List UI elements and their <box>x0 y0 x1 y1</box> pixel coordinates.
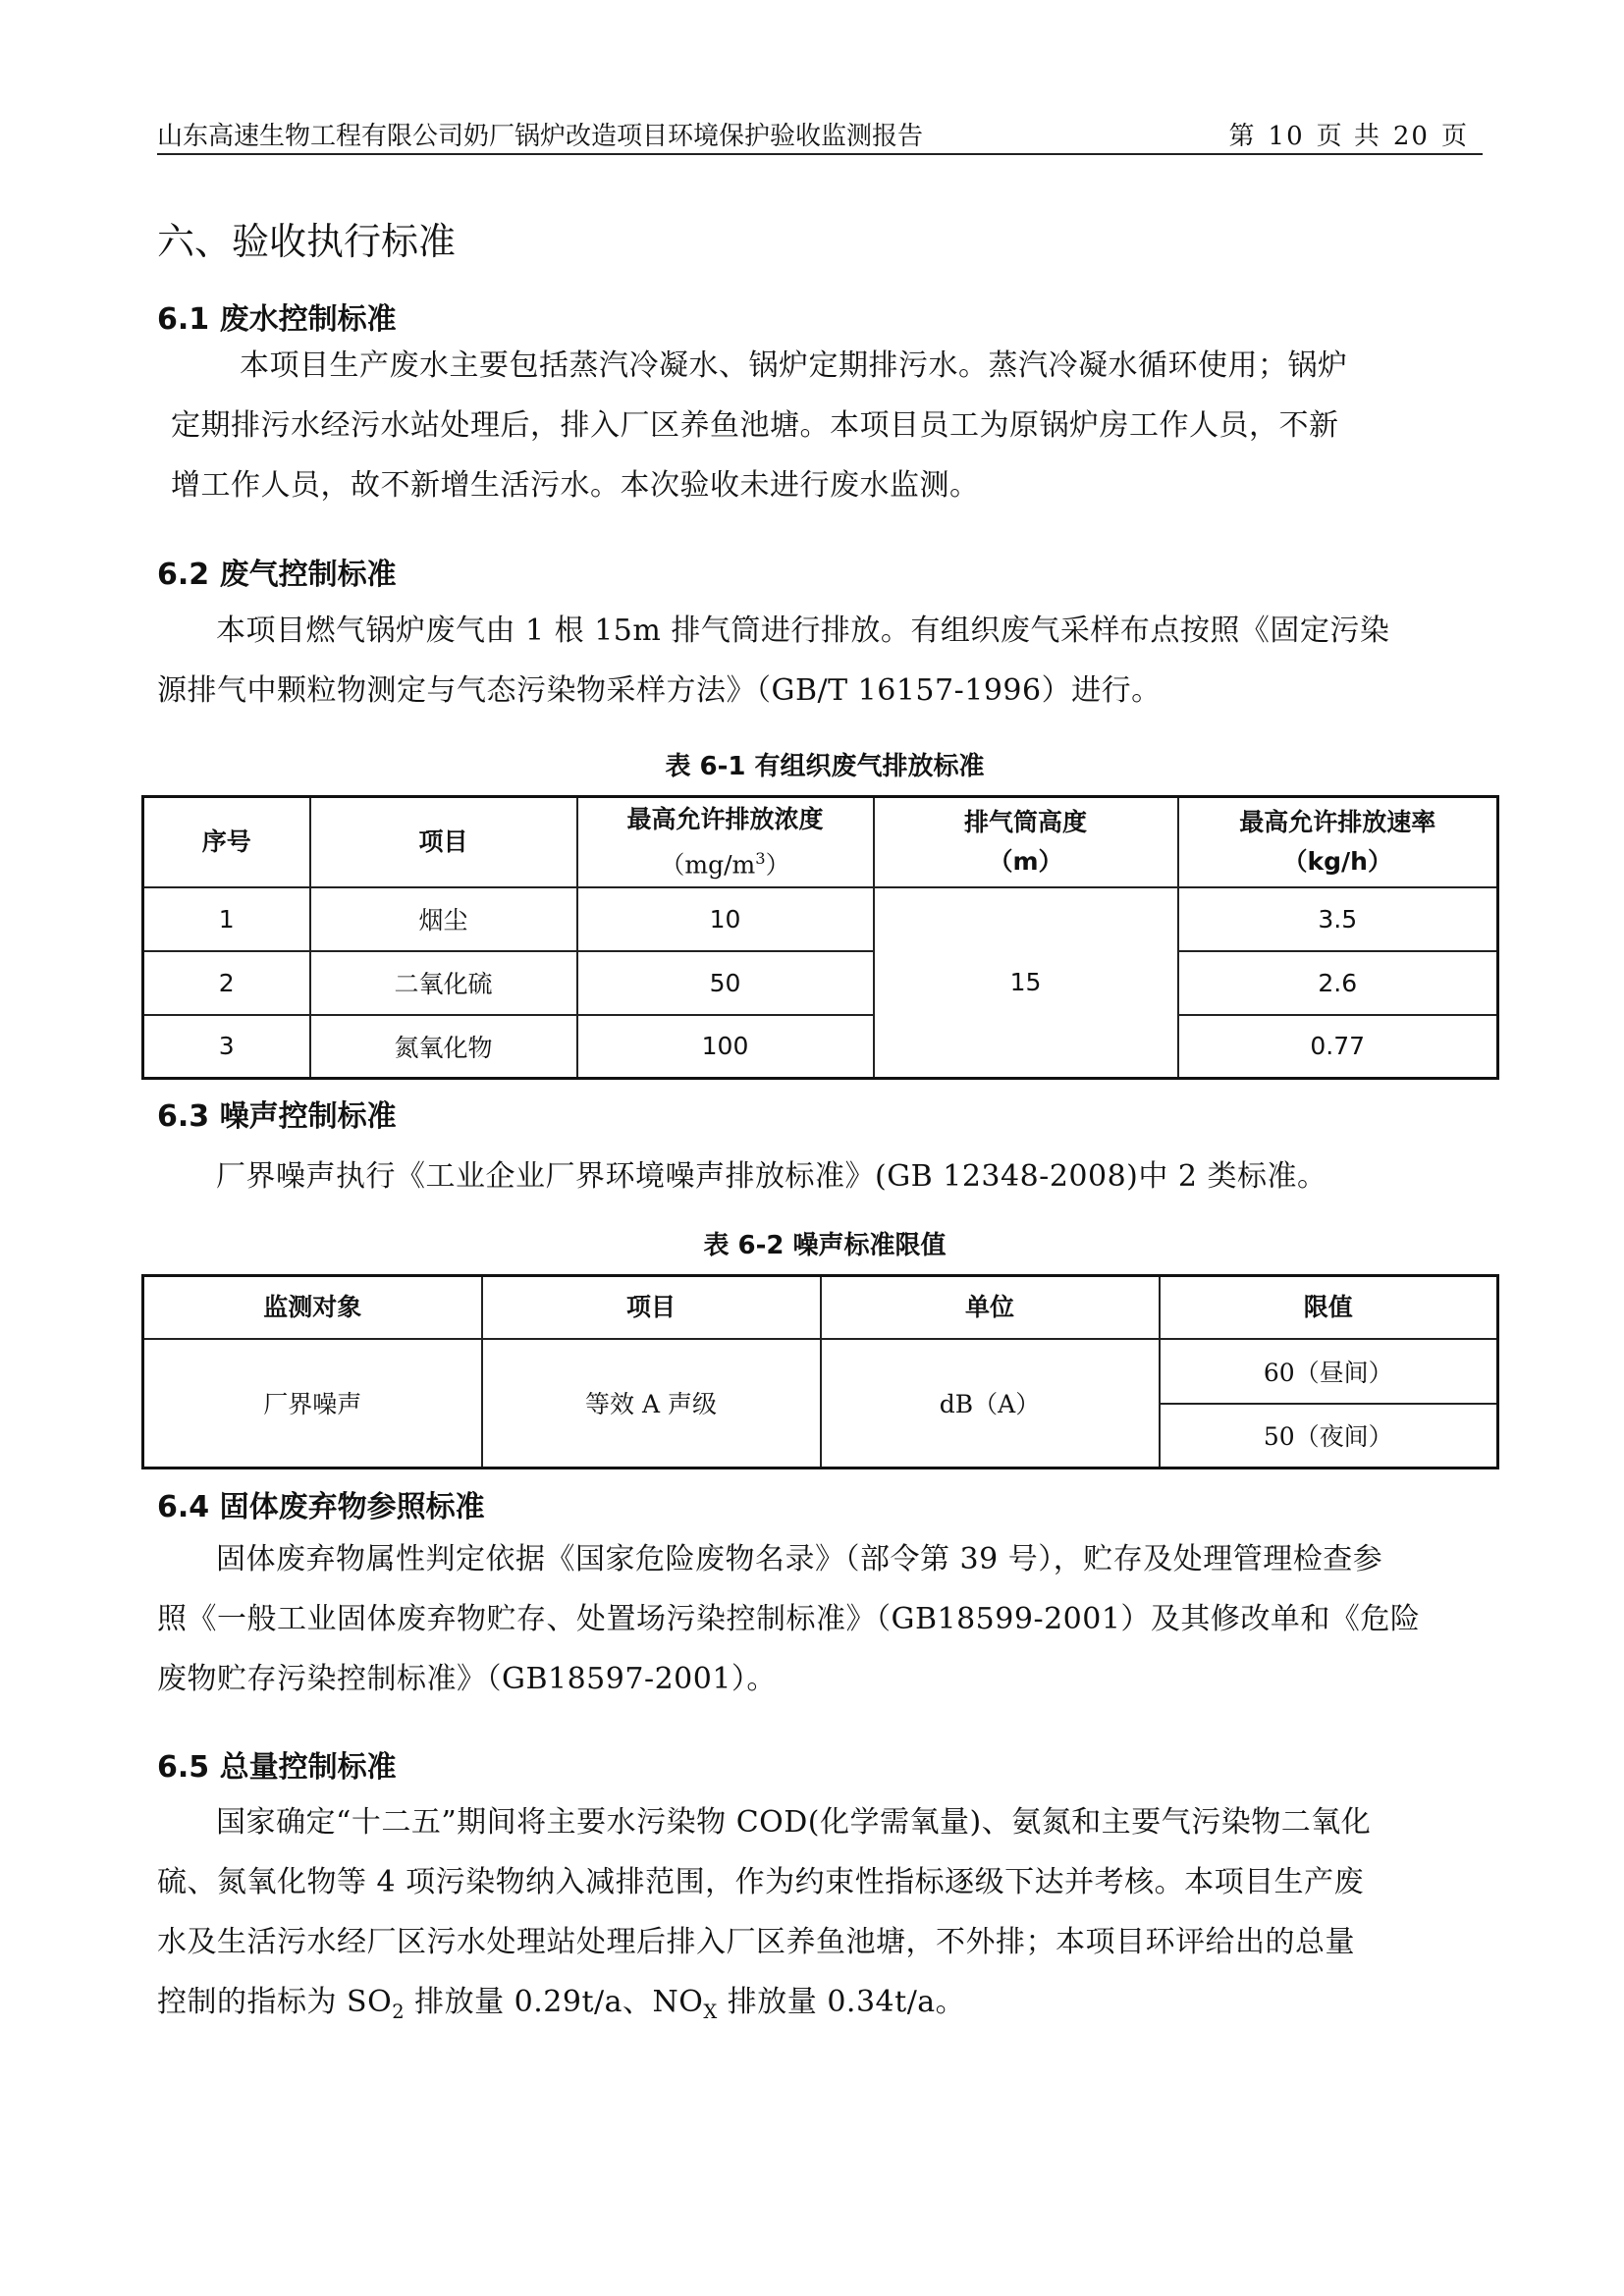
table-caption: 表 6-1 有组织废气排放标准 <box>665 752 985 781</box>
column-header: 监测对象 <box>143 1276 482 1339</box>
cell-item: 烟尘 <box>310 887 577 951</box>
cell-unit: dB（A） <box>821 1339 1160 1468</box>
cell-limit-night: 50（夜间） <box>1160 1404 1498 1468</box>
paragraph-line: 硫、氮氧化物等 4 项污染物纳入减排范围，作为约束性指标逐级下达并考核。本项目生产废 <box>157 1865 1365 1899</box>
cell-item: 二氧化硫 <box>310 951 577 1015</box>
cell-object: 厂界噪声 <box>143 1339 482 1468</box>
table-header-row <box>143 1276 1498 1339</box>
noise-limit-table <box>141 1274 1499 1469</box>
paragraph-line: 国家确定“十二五”期间将主要水污染物 COD(化学需氧量)、氨氮和主要气污染物二氧化 <box>216 1805 1372 1840</box>
emission-standard-table <box>141 795 1499 1080</box>
cell-conc: 10 <box>577 887 874 951</box>
table-header-row <box>143 797 1498 887</box>
paragraph-line: 本项目燃气锅炉废气由 1 根 15m 排气筒进行排放。有组织废气采样布点按照《固定污染 <box>216 614 1390 648</box>
subsection-title: 6.2 废气控制标准 <box>157 558 397 592</box>
page-total: 20 <box>1392 122 1430 151</box>
paragraph-line: 照《一般工业固体废弃物贮存、处置场污染控制标准》（GB18599-2001）及其修改单和《危险 <box>157 1602 1421 1636</box>
cell-rate: 0.77 <box>1178 1015 1498 1079</box>
subsection-title: 6.3 噪声控制标准 <box>157 1099 397 1134</box>
cell-limit-day: 60（昼间） <box>1160 1339 1498 1404</box>
cell-item: 等效 A 声级 <box>482 1339 821 1468</box>
section-6-1 <box>157 294 1492 338</box>
cell-rate: 3.5 <box>1178 887 1498 951</box>
section-6-4-body <box>157 1529 1492 1709</box>
page-indicator: 第 10 页 共 20 页 <box>1228 122 1469 151</box>
section-6-5-body <box>157 1792 1492 2042</box>
paragraph-line: 源排气中颗粒物测定与气态污染物采样方法》（GB/T 16157-1996）进行。 <box>157 673 1162 708</box>
cell-no: 3 <box>143 1015 310 1079</box>
section-6-1-body <box>157 336 1492 515</box>
section-6-4 <box>157 1482 1492 1525</box>
section-6-2-body <box>157 601 1492 721</box>
table-row <box>143 951 1498 1015</box>
section-6-3-body <box>157 1147 1492 1206</box>
paragraph-line: 控制的指标为 $SO_2$ 排放量 0.29t/a、$NO_X$ 排放量 0.34t/a。 <box>157 1985 966 2023</box>
column-header: 项目 <box>482 1276 821 1339</box>
subsection-title: 6.5 总量控制标准 <box>157 1750 397 1785</box>
column-header: 最高允许排放速率 （kg/h） <box>1178 797 1498 887</box>
cell-conc: 100 <box>577 1015 874 1079</box>
report-title: 山东高速生物工程有限公司奶厂锅炉改造项目环境保护验收监测报告 <box>157 122 924 151</box>
paragraph-line: 废物贮存污染控制标准》（GB18597-2001）。 <box>157 1662 777 1696</box>
column-header: 单位 <box>821 1276 1160 1339</box>
subsection-title: 6.4 固体废弃物参照标准 <box>157 1490 485 1524</box>
section-6 <box>157 211 1492 265</box>
cell-item: 氮氧化物 <box>310 1015 577 1079</box>
cell-conc: 50 <box>577 951 874 1015</box>
cell-rate: 2.6 <box>1178 951 1498 1015</box>
section-6-3 <box>157 1092 1492 1135</box>
page-number: 10 <box>1268 122 1305 151</box>
paragraph-line: 定期排污水经污水站处理后，排入厂区养鱼池塘。本项目员工为原锅炉房工作人员，不新 <box>171 408 1339 443</box>
column-header: 排气筒高度 （m） <box>874 797 1178 887</box>
section-6-5 <box>157 1742 1492 1786</box>
column-header: 序号 <box>143 797 310 887</box>
paragraph-line: 厂界噪声执行《工业企业厂界环境噪声排放标准》(GB 12348-2008)中 2 类标准。 <box>216 1159 1327 1194</box>
table-row <box>143 1339 1498 1404</box>
column-header: 限值 <box>1160 1276 1498 1339</box>
paragraph-line: 增工作人员，故不新增生活污水。本次验收未进行废水监测。 <box>171 468 980 503</box>
page-header <box>157 110 1483 155</box>
table-row <box>143 1015 1498 1079</box>
table-caption: 表 6-2 噪声标准限值 <box>703 1231 947 1260</box>
column-header: 最高允许排放浓度 $(mg/m^3)$ <box>577 797 874 887</box>
section-6-2 <box>157 550 1492 593</box>
column-header: 项目 <box>310 797 577 887</box>
paragraph-line: 本项目生产废水主要包括蒸汽冷凝水、锅炉定期排污水。蒸汽冷凝水循环使用；锅炉 <box>240 348 1348 383</box>
paragraph-line: 水及生活污水经厂区污水处理站处理后排入厂区养鱼池塘，不外排；本项目环评给出的总量 <box>157 1925 1355 1959</box>
table-row <box>143 887 1498 951</box>
subsection-title: 6.1 废水控制标准 <box>157 302 397 337</box>
cell-stack-height: 15 <box>874 887 1178 1079</box>
cell-no: 2 <box>143 951 310 1015</box>
cell-no: 1 <box>143 887 310 951</box>
section-title: 六、验收执行标准 <box>157 220 457 263</box>
paragraph-line: 固体废弃物属性判定依据《国家危险废物名录》（部令第 39 号），贮存及处理管理检查参 <box>216 1542 1383 1576</box>
